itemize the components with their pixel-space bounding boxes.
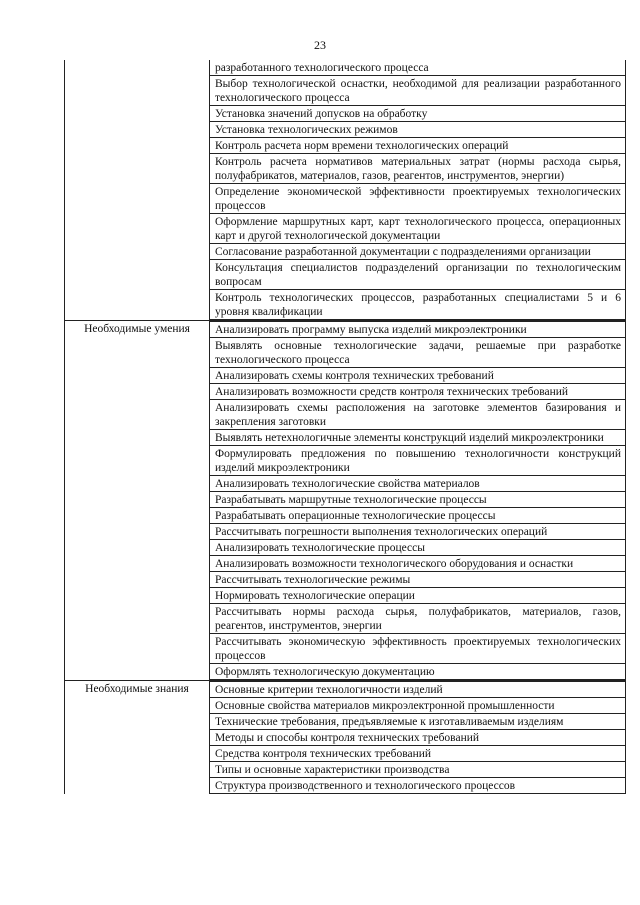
table-row: Определение экономической эффективности проектируемых технологических процессов: [210, 184, 626, 214]
table-section: [64, 320, 626, 680]
table-row: Установка технологических режимов: [210, 122, 626, 138]
table-row: Контроль расчета нормативов материальных затрат (нормы расхода сырья, полуфабрикатов, материалов, газов, реагентов, инструментов, энергии): [210, 154, 626, 184]
table-row: Контроль расчета норм времени технологических операций: [210, 138, 626, 154]
table-row: Технические требования, предъявляемые к изготавливаемым изделиям: [210, 714, 626, 730]
table-row: Анализировать технологические процессы: [210, 540, 626, 556]
table-row: Методы и способы контроля технических требований: [210, 730, 626, 746]
table-row: Анализировать схемы расположения на заготовке элементов базирования и закрепления заготовки: [210, 400, 626, 430]
section-label: [65, 60, 210, 320]
section-label: Необходимые умения: [65, 321, 210, 680]
table-row: Согласование разработанной документации с подразделениями организации: [210, 244, 626, 260]
table-row: Анализировать возможности средств контроля технических требований: [210, 384, 626, 400]
table-row: Анализировать программу выпуска изделий микроэлектроники: [210, 321, 626, 338]
table-row: Установка значений допусков на обработку: [210, 106, 626, 122]
table-section: [64, 680, 626, 794]
table-section: [64, 60, 626, 320]
table-row: Структура производственного и технологического процессов: [210, 778, 626, 794]
table-row: Выявлять нетехнологичные элементы конструкций изделий микроэлектроники: [210, 430, 626, 446]
table-row: Разрабатывать операционные технологические процессы: [210, 508, 626, 524]
table-row: Анализировать схемы контроля технических требований: [210, 368, 626, 384]
table-row: Рассчитывать технологические режимы: [210, 572, 626, 588]
table-row: Оформление маршрутных карт, карт технологического процесса, операционных карт и другой технологической документации: [210, 214, 626, 244]
table-row: Консультация специалистов подразделений организации по технологическим вопросам: [210, 260, 626, 290]
table-row: Разрабатывать маршрутные технологические процессы: [210, 492, 626, 508]
table-row: Основные свойства материалов микроэлектронной промышленности: [210, 698, 626, 714]
qualification-table: [64, 60, 626, 794]
table-row: Выявлять основные технологические задачи, решаемые при разработке технологического процесса: [210, 338, 626, 368]
section-label: Необходимые знания: [65, 681, 210, 794]
table-row: Анализировать возможности технологического оборудования и оснастки: [210, 556, 626, 572]
table-row: Средства контроля технических требований: [210, 746, 626, 762]
table-row: Контроль технологических процессов, разработанных специалистами 5 и 6 уровня квалификации: [210, 290, 626, 320]
table-row: Оформлять технологическую документацию: [210, 664, 626, 680]
table-row: Типы и основные характеристики производства: [210, 762, 626, 778]
table-row: разработанного технологического процесса: [210, 60, 626, 76]
table-row: Рассчитывать погрешности выполнения технологических операций: [210, 524, 626, 540]
table-row: Нормировать технологические операции: [210, 588, 626, 604]
table-row: Рассчитывать экономическую эффективность проектируемых технологических процессов: [210, 634, 626, 664]
table-row: Анализировать технологические свойства материалов: [210, 476, 626, 492]
table-row: Выбор технологической оснастки, необходимой для реализации разработанного технологического процесса: [210, 76, 626, 106]
table-row: Рассчитывать нормы расхода сырья, полуфабрикатов, материалов, газов, реагентов, инструментов, энергии: [210, 604, 626, 634]
table-row: Основные критерии технологичности изделий: [210, 681, 626, 698]
page-number: 23: [314, 38, 326, 52]
table-row: Формулировать предложения по повышению технологичности конструкций изделий микроэлектроники: [210, 446, 626, 476]
